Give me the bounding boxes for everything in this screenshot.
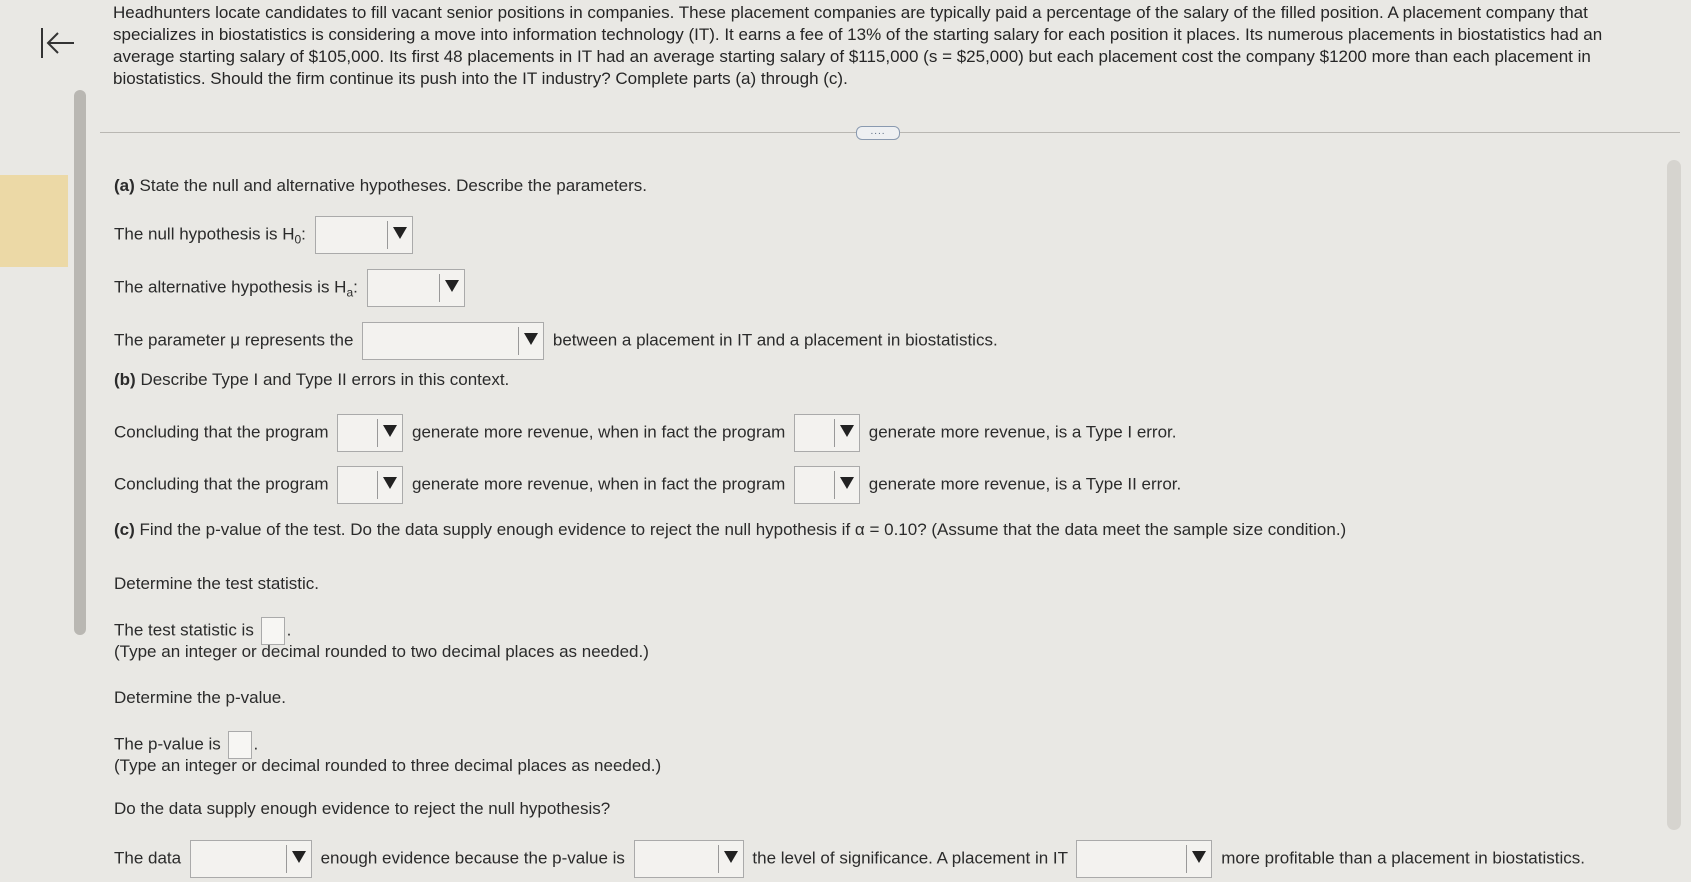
test-stat-hint: (Type an integer or decimal rounded to two decimal places as needed.) [114, 642, 649, 661]
test-stat-heading: Determine the test statistic. [114, 574, 320, 593]
right-scrollbar[interactable] [1667, 160, 1681, 830]
type2-error-row: Concluding that the program generate more revenue, when in fact the program generate more revenue, is a Type II error. [114, 466, 1181, 504]
profitability-dropdown[interactable] [1076, 840, 1212, 878]
pvalue-input[interactable] [228, 731, 252, 759]
conclusion-row: The data enough evidence because the p-value is the level of significance. A placement in IT more profitable than a placement in biostatistics. [114, 840, 1585, 878]
parameter-dropdown[interactable] [362, 322, 544, 360]
chevron-down-icon [383, 425, 397, 437]
chevron-down-icon [445, 280, 459, 292]
chevron-down-icon [840, 477, 854, 489]
chevron-down-icon [292, 851, 306, 863]
problem-statement: Headhunters locate candidates to fill vacant senior positions in companies. These placement companies are typically paid a percentage of the salary of the filled position. A placement company that specializes in biostatistics is considering a move into information technology (IT). It earns a fee of 13% of the starting salary for each position it places. Its numerous placements in biostatistics had an average starting salary of $105,000. Its first 48 placements in IT had an average starting salary of $115,000 (s = $25,000) but each placement cost the company $1200 more than each placement in biostatistics. Should the firm continue its push into the IT industry? Complete parts (a) through (c). [113, 3, 1603, 88]
alt-hypothesis-dropdown[interactable] [367, 269, 465, 307]
test-statistic-input[interactable] [261, 617, 285, 645]
left-scrollbar[interactable] [74, 90, 86, 635]
expand-button[interactable]: .... [856, 126, 900, 140]
type1-error-row: Concluding that the program generate more revenue, when in fact the program generate more revenue, is a Type I error. [114, 414, 1177, 452]
null-hypothesis-dropdown[interactable] [315, 216, 413, 254]
chevron-down-icon [840, 425, 854, 437]
type1-fact-dropdown[interactable] [794, 414, 860, 452]
pvalue-comparison-dropdown[interactable] [634, 840, 744, 878]
collapse-panel-button[interactable] [38, 24, 78, 64]
alt-hypothesis-row: The alternative hypothesis is $H_a$: [114, 269, 469, 307]
parameter-row: The parameter μ represents the between a placement in IT and a placement in biostatistics. [114, 322, 998, 360]
type2-conclusion-dropdown[interactable] [337, 466, 403, 504]
chevron-down-icon [383, 477, 397, 489]
type2-fact-dropdown[interactable] [794, 466, 860, 504]
type1-conclusion-dropdown[interactable] [337, 414, 403, 452]
part-b-heading: (b) Describe Type I and Type II errors in this context. [114, 370, 510, 389]
evidence-dropdown[interactable] [190, 840, 312, 878]
chevron-down-icon [724, 851, 738, 863]
null-hypothesis-row: The null hypothesis is $H_0$: [114, 216, 417, 254]
pvalue-hint: (Type an integer or decimal rounded to three decimal places as needed.) [114, 756, 662, 775]
pvalue-heading: Determine the p-value. [114, 688, 286, 707]
chevron-down-icon [393, 227, 407, 239]
part-c-heading: (c) Find the p-value of the test. Do the data supply enough evidence to reject the null hypothesis if α = 0.10? (Assume that the data meet the sample size condition.) [114, 520, 1347, 539]
pvalue-row: The p-value is . [114, 731, 258, 759]
part-a-heading: (a) State the null and alternative hypotheses. Describe the parameters. [114, 176, 647, 195]
chevron-down-icon [524, 333, 538, 345]
reject-question: Do the data supply enough evidence to reject the null hypothesis? [114, 799, 611, 818]
chevron-down-icon [1192, 851, 1206, 863]
back-arrow-icon [38, 24, 78, 64]
current-question-highlight [0, 175, 68, 267]
test-stat-row: The test statistic is . [114, 617, 291, 645]
